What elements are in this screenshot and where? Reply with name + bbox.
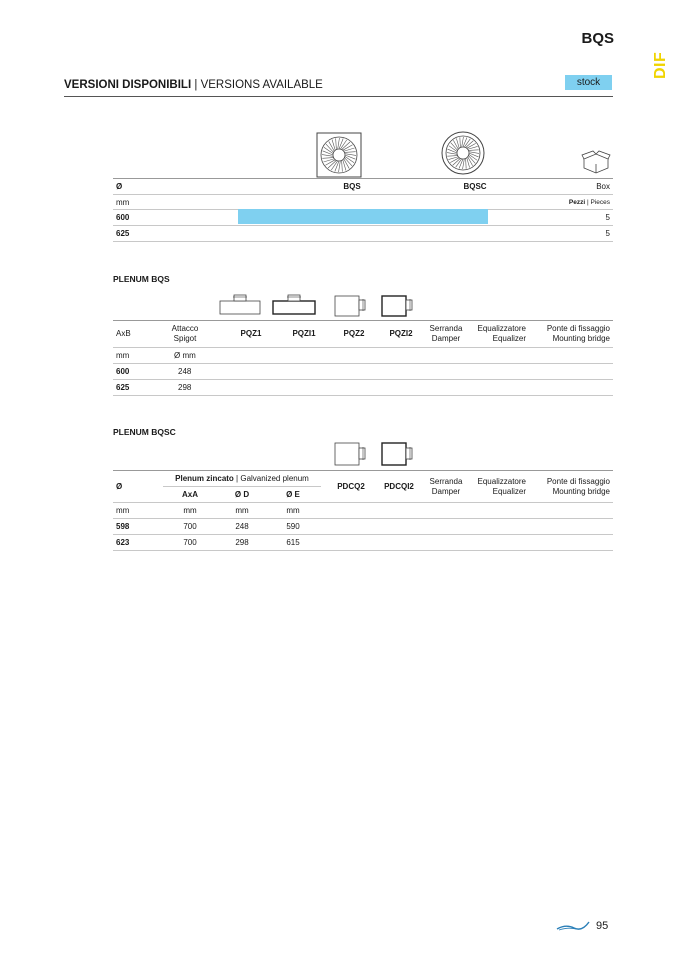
pqz2-image [333, 294, 369, 318]
col-group-bold: Plenum zincato [175, 474, 234, 483]
brand-wave-logo [556, 920, 590, 932]
box-icon [581, 150, 611, 174]
row-axa: 700 [183, 538, 197, 547]
pqzi2-image [380, 294, 416, 318]
col-pqzi1-header: PQZI1 [292, 329, 316, 338]
col-pqz1-header: PQZ1 [240, 329, 262, 338]
table-rule [113, 518, 613, 519]
plenum-bqsc-title: PLENUM BQSC [113, 427, 176, 437]
units-od: mm [235, 506, 249, 515]
col-attacco-header [160, 324, 210, 344]
col-group-rest: Galvanized plenum [240, 474, 309, 483]
side-tab [650, 28, 672, 79]
col-serranda-it: Serranda [429, 477, 463, 486]
col-bqsc-header: BQSC [463, 182, 487, 191]
table-rule [113, 178, 613, 179]
row-box-qty: 5 [605, 213, 610, 222]
col-group-header [163, 474, 321, 484]
page-number: 95 [596, 920, 609, 932]
col-bridge-header [530, 324, 610, 344]
col-equalizer-header [468, 324, 526, 344]
units-mm: mm [116, 198, 130, 207]
table-rule [113, 395, 613, 396]
table-rule [113, 379, 613, 380]
section-title-sep: | [191, 79, 201, 91]
row-size: 600 [116, 367, 130, 376]
col-axb-header: AxB [116, 329, 131, 338]
col-serranda-header [423, 477, 469, 497]
table-rule [113, 347, 613, 348]
col-od-header: Ø D [234, 490, 250, 499]
row-size: 625 [116, 229, 130, 238]
row-oe: 615 [286, 538, 300, 547]
col-group-sep: | [233, 474, 241, 483]
units-oe: mm [286, 506, 300, 515]
row-spigot: 298 [178, 383, 192, 392]
section-title [64, 79, 323, 91]
section-title-bold: VERSIONI DISPONIBILI [64, 79, 192, 91]
col-oe-header: Ø E [286, 490, 300, 499]
group-rule [163, 486, 321, 487]
table-rule [113, 194, 613, 195]
col-serranda-it: Serranda [429, 324, 463, 333]
stock-badge: stock [565, 75, 612, 90]
table-rule [113, 534, 613, 535]
col-serranda-en: Damper [431, 487, 461, 496]
table-rule [113, 502, 613, 503]
col-diameter-header: Ø [116, 182, 123, 191]
units-axa: mm [183, 506, 197, 515]
units-pieces-bold: Pezzi [568, 199, 586, 206]
row-od: 298 [235, 538, 249, 547]
col-axa-header: AxA [181, 490, 198, 499]
col-attacco-it: Attacco [171, 324, 199, 333]
pqzi1-image [271, 292, 317, 316]
col-attacco-en: Spigot [173, 334, 197, 343]
col-pdcqi2-header: PDCQI2 [384, 482, 414, 491]
units-d: mm [116, 506, 130, 515]
table-rule [113, 225, 613, 226]
col-serranda-header [423, 324, 469, 344]
col-equalizer-it: Equalizzatore [477, 324, 526, 333]
row-size: 600 [116, 213, 130, 222]
pqz1-image [218, 292, 262, 316]
col-serranda-en: Damper [431, 334, 461, 343]
row-size: 598 [116, 522, 130, 531]
col-bridge-en: Mounting bridge [552, 334, 610, 343]
units-pieces [530, 199, 610, 206]
row-spigot: 248 [178, 367, 192, 376]
row-size: 625 [116, 383, 130, 392]
col-equalizer-en: Equalizer [492, 334, 526, 343]
stock-highlight-bar [238, 209, 488, 224]
table-rule [113, 241, 613, 242]
bqsc-diffuser-image [441, 131, 485, 175]
row-od: 248 [235, 522, 249, 531]
col-pdcq2-header: PDCQ2 [337, 482, 365, 491]
product-code: BQS [581, 30, 614, 47]
col-diameter-header: Ø [116, 482, 123, 491]
table-rule [113, 470, 613, 471]
table-rule [113, 320, 613, 321]
col-pqz2-header: PQZ2 [343, 329, 365, 338]
col-bqs-header: BQS [343, 182, 361, 191]
bqs-diffuser-image [316, 132, 362, 178]
units-pieces-sep: | [585, 199, 591, 206]
pdcqi2-image [380, 441, 416, 467]
units-axb: mm [116, 351, 130, 360]
units-attacco: Ø mm [174, 351, 196, 360]
col-bridge-header [530, 477, 610, 497]
col-bridge-it: Ponte di fissaggio [546, 324, 610, 333]
col-box-header: Box [596, 182, 610, 191]
units-pieces-rest: Pieces [590, 199, 610, 206]
col-pqzi2-header: PQZI2 [389, 329, 413, 338]
row-axa: 700 [183, 522, 197, 531]
col-equalizer-header [468, 477, 526, 497]
section-title-rest: VERSIONS AVAILABLE [200, 79, 323, 91]
table-rule [113, 550, 613, 551]
col-bridge-it: Ponte di fissaggio [546, 477, 610, 486]
col-equalizer-en: Equalizer [492, 487, 526, 496]
side-tab-label: DIF [652, 51, 669, 79]
section-divider [64, 96, 613, 97]
row-oe: 590 [286, 522, 300, 531]
table-rule [113, 363, 613, 364]
plenum-bqs-title: PLENUM BQS [113, 274, 170, 284]
col-bridge-en: Mounting bridge [552, 487, 610, 496]
pdcq2-image [333, 441, 369, 467]
col-equalizer-it: Equalizzatore [477, 477, 526, 486]
row-size: 623 [116, 538, 130, 547]
row-box-qty: 5 [605, 229, 610, 238]
